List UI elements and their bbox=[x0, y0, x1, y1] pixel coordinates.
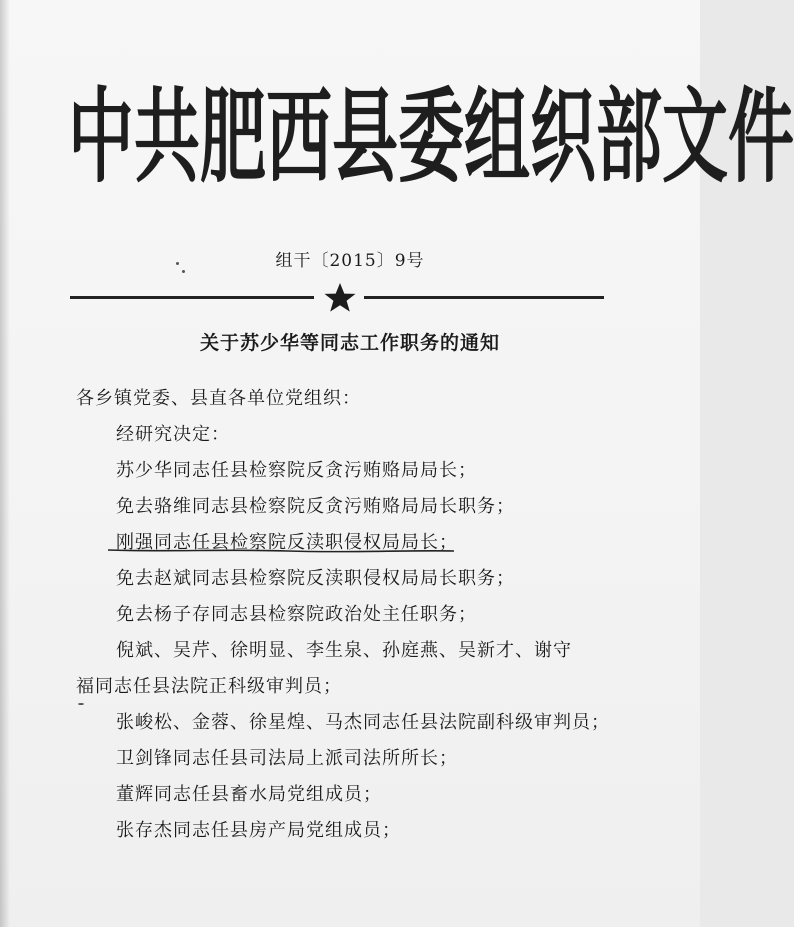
divider-line-left bbox=[70, 296, 314, 299]
body-line: 福同志任县法院正科级审判员； bbox=[76, 676, 342, 697]
body-line: 免去骆维同志县检察院反贪污贿赂局局长职务； bbox=[116, 496, 515, 517]
body-line: 免去杨子存同志县检察院政治处主任职务； bbox=[116, 604, 477, 625]
masthead-char: 织 bbox=[530, 77, 596, 197]
masthead-char: 部 bbox=[596, 77, 662, 197]
masthead-char: 肥 bbox=[200, 77, 266, 197]
scan-speck bbox=[182, 270, 185, 273]
body-line: 董辉同志任县畜水局党组成员； bbox=[116, 784, 382, 805]
masthead-char: 文 bbox=[662, 77, 728, 197]
body-line: 刚强同志任县检察院反渎职侵权局局长； bbox=[116, 532, 458, 553]
body-line: 经研究决定： bbox=[116, 424, 230, 445]
body-line: 张峻松、金蓉、徐星煌、马杰同志任县法院副科级审判员； bbox=[116, 712, 610, 733]
salutation: 各乡镇党委、县直各单位党组织： bbox=[76, 388, 361, 409]
masthead-char: 委 bbox=[398, 77, 464, 197]
notice-title: 关于苏少华等同志工作职务的通知 bbox=[199, 332, 500, 354]
scan-speck bbox=[78, 703, 84, 705]
handwritten-underline bbox=[108, 548, 454, 554]
masthead-char: 共 bbox=[134, 77, 200, 197]
masthead bbox=[68, 77, 794, 198]
star-icon bbox=[323, 281, 357, 315]
masthead-char: 县 bbox=[332, 77, 398, 197]
document-number: 组干〔2015〕9号 bbox=[275, 251, 425, 271]
scan-edge-shadow bbox=[0, 0, 10, 927]
body-line: 张存杰同志任县房产局党组成员； bbox=[116, 820, 401, 841]
body-line: 倪斌、吴芹、徐明显、李生泉、孙庭燕、吴新才、谢守 bbox=[116, 640, 572, 661]
masthead-char: 中 bbox=[68, 77, 134, 197]
scan-speck bbox=[176, 262, 179, 265]
masthead-char: 组 bbox=[464, 77, 530, 197]
divider-line-right bbox=[364, 296, 604, 299]
body-line: 苏少华同志任县检察院反贪污贿赂局局长； bbox=[116, 460, 477, 481]
masthead-char: 件 bbox=[728, 77, 794, 197]
body-line: 免去赵斌同志县检察院反渎职侵权局局长职务； bbox=[116, 568, 515, 589]
masthead-char: 西 bbox=[266, 77, 332, 197]
body-line: 卫剑锋同志任县司法局上派司法所所长； bbox=[116, 748, 458, 769]
